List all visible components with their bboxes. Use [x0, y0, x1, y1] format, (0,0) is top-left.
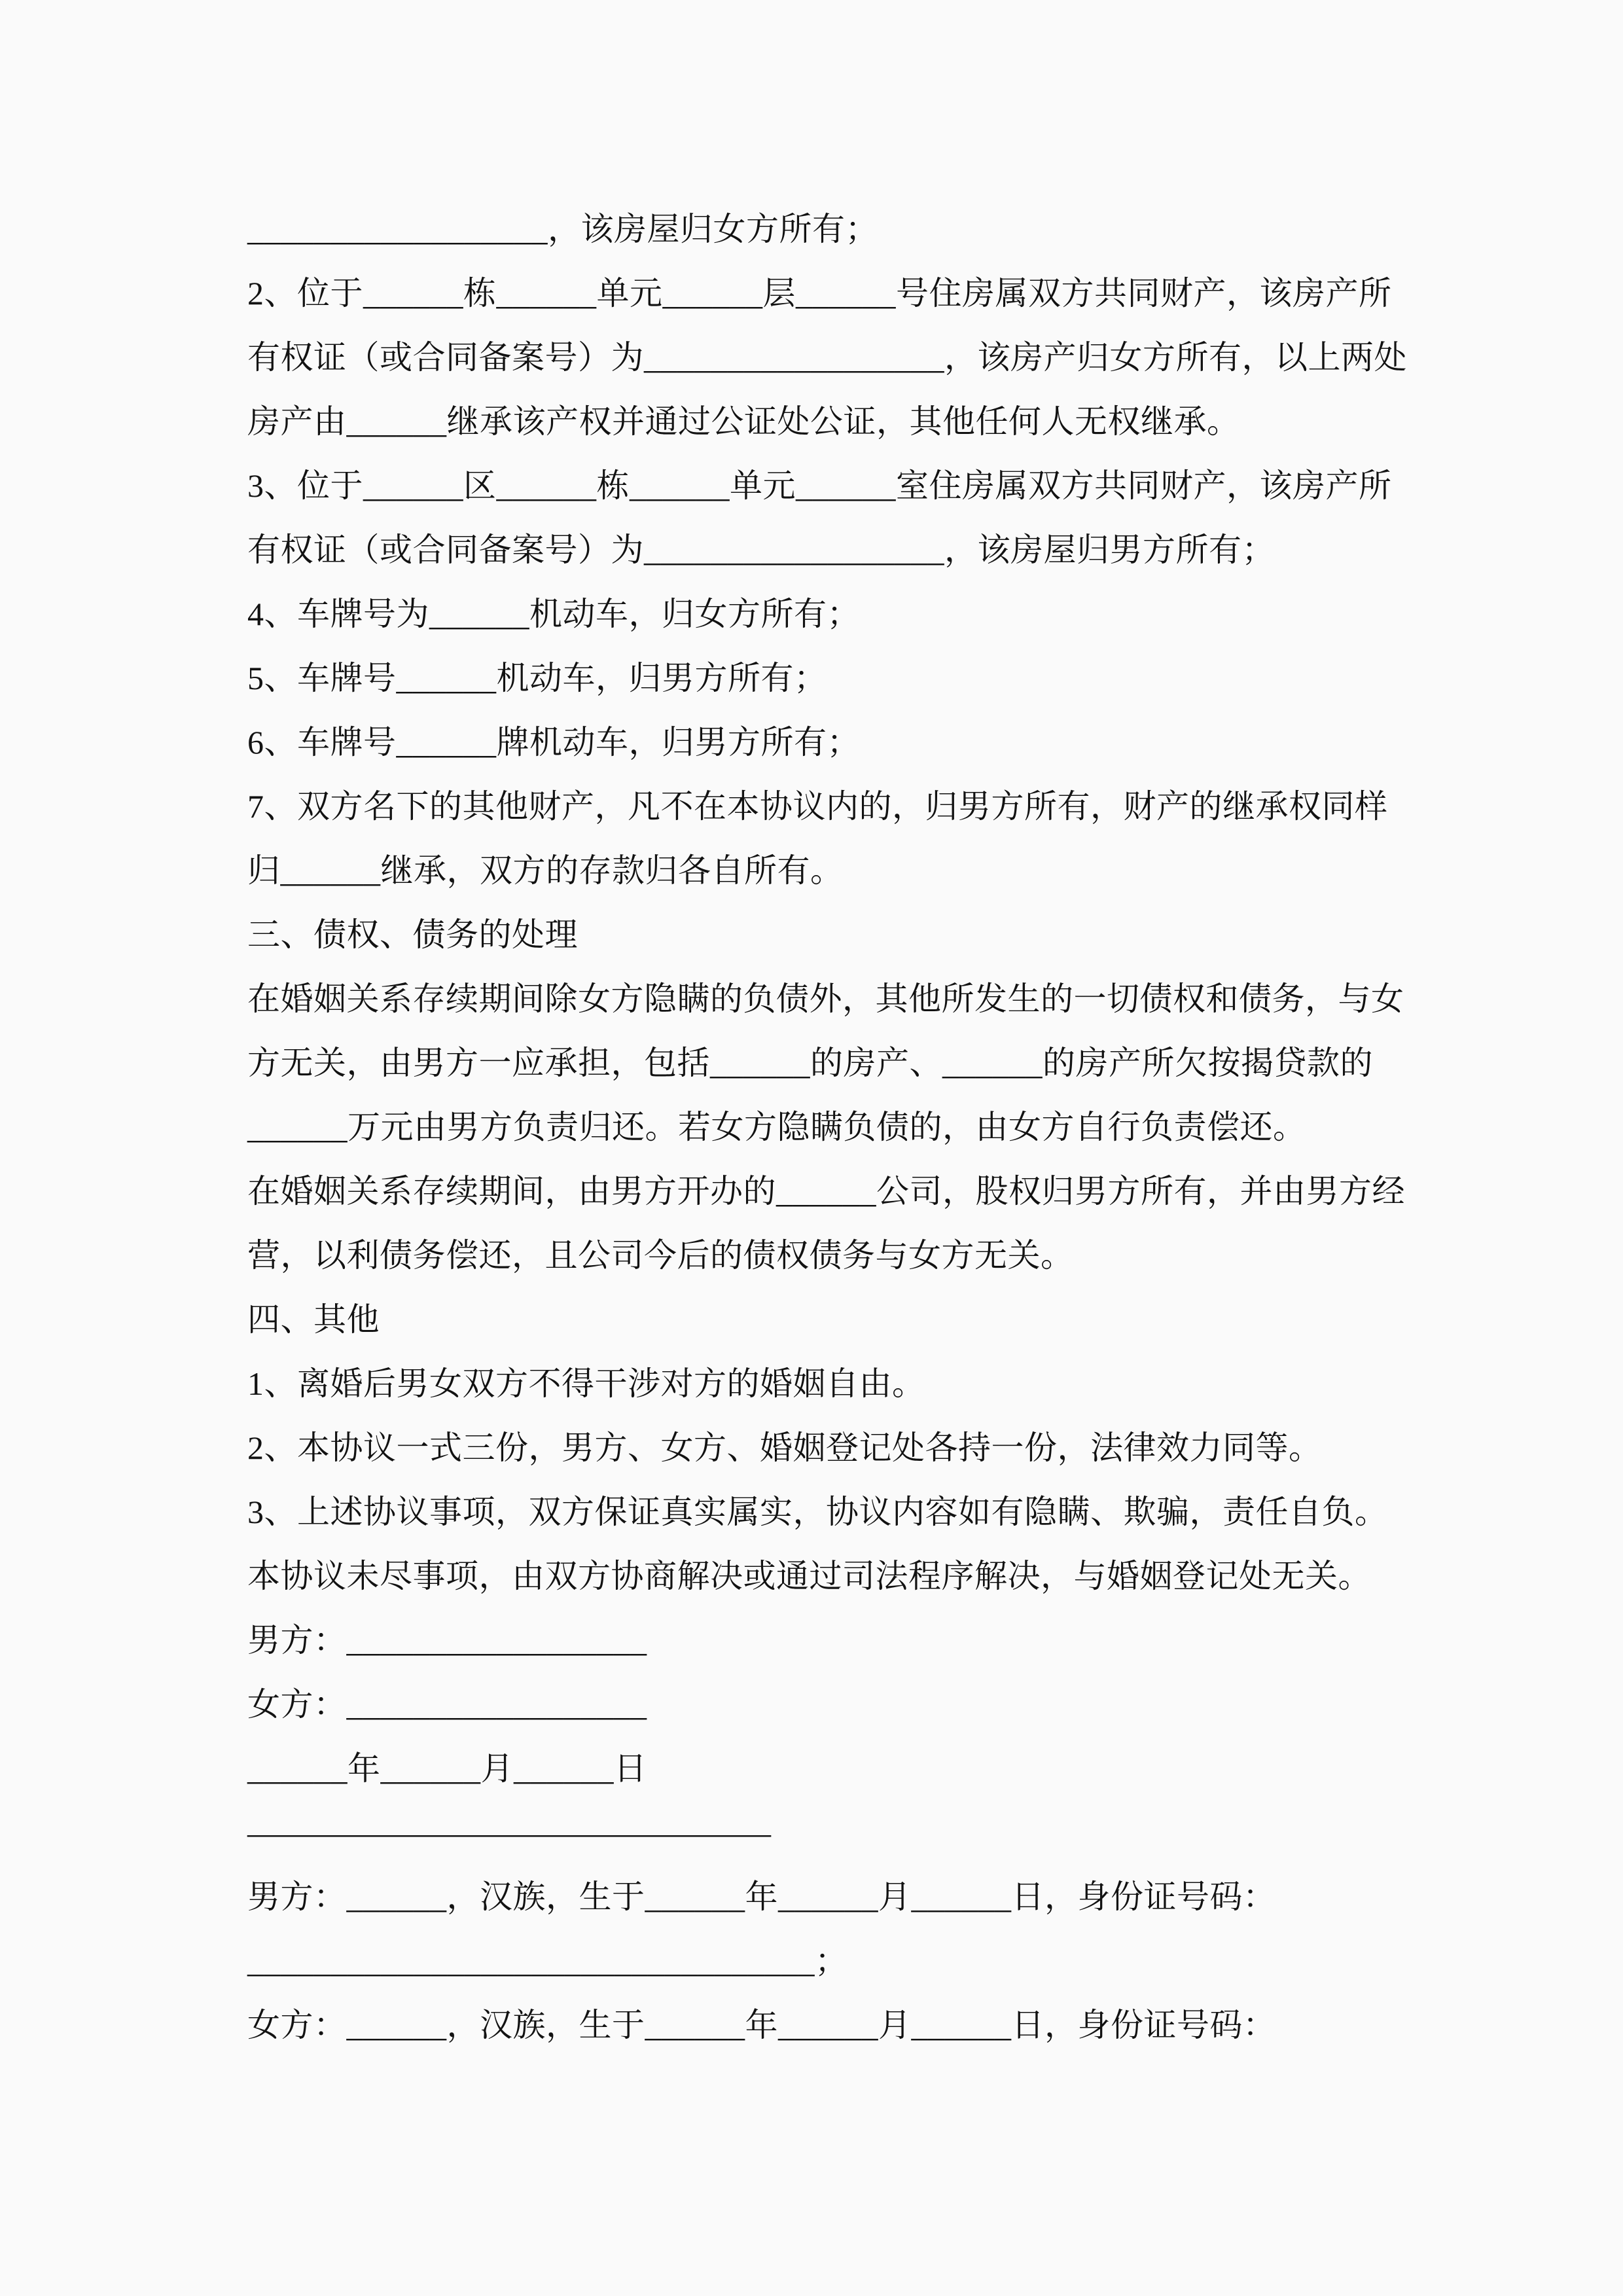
document-line: 房产由______继承该产权并通过公证处公证，其他任何人无权继承。	[247, 403, 1240, 440]
document-line: 在婚姻关系存续期间除女方隐瞒的负债外，其他所发生的一切债权和债务，与女	[247, 980, 1404, 1017]
date-line: ______年______月______日	[247, 1750, 647, 1787]
section-heading-other: 四、其他	[247, 1301, 380, 1338]
document-line-other-3: 3、上述协议事项，双方保证真实属实，协议内容如有隐瞒、欺骗，责任自负。	[247, 1494, 1388, 1530]
document-line: 本协议未尽事项，由双方协商解决或通过司法程序解决，与婚姻登记处无关。	[247, 1558, 1371, 1594]
document-line-clause-4: 4、车牌号为______机动车，归女方所有；	[247, 596, 860, 632]
document-line: 营，以利债务偿还，且公司今后的债权债务与女方无关。	[247, 1237, 1074, 1274]
document-line-other-1: 1、离婚后男女双方不得干涉对方的婚姻自由。	[247, 1365, 925, 1402]
document-line: 方无关，由男方一应承担，包括______的房产、______的房产所欠按揭贷款的	[247, 1045, 1373, 1081]
document-line: 归______继承，双方的存款归各自所有。	[247, 852, 844, 889]
document-line-clause-7: 7、双方名下的其他财产，凡不在本协议内的，归男方所有，财产的继承权同样	[247, 788, 1388, 825]
document-line: 有权证（或合同备案号）为__________________，该房屋归男方所有；	[247, 531, 1275, 568]
document-line: ______万元由男方负责归还。若女方隐瞒负债的，由女方自行负责偿还。	[247, 1109, 1306, 1145]
document-line: 有权证（或合同备案号）为__________________，该房产归女方所有，以上两处	[247, 339, 1407, 376]
document-line-clause-5: 5、车牌号______机动车，归男方所有；	[247, 660, 827, 696]
signature-line-male: 男方：__________________	[247, 1622, 647, 1659]
female-identity-line: 女方：______，汉族，生于______年______月______日，身份证号码：	[247, 2007, 1276, 2043]
section-heading-debts: 三、债权、债务的处理	[247, 916, 578, 953]
document-line-other-2: 2、本协议一式三份，男方、女方、婚姻登记处各持一份，法律效力同等。	[247, 1429, 1322, 1466]
document-line-clause-3: 3、位于______区______栋______单元______室住房属双方共同财产，该房产所	[247, 467, 1392, 504]
document-line-clause-6: 6、车牌号______牌机动车，归男方所有；	[247, 724, 860, 761]
document-line: 在婚姻关系存续期间，由男方开办的______公司，股权归男方所有，并由男方经	[247, 1173, 1405, 1210]
document-line-clause-2: 2、位于______栋______单元______层______号住房属双方共同财产，该房产所	[247, 275, 1392, 312]
document-line: __________________，该房屋归女方所有；	[247, 211, 878, 247]
male-identity-line: 男方：______，汉族，生于______年______月______日，身份证号码：	[247, 1878, 1276, 1915]
signature-line-female: 女方：__________________	[247, 1686, 647, 1723]
separator-dashes: ————————————————	[247, 1814, 771, 1851]
id-number-blank-line: __________________________________；	[247, 1943, 848, 1979]
